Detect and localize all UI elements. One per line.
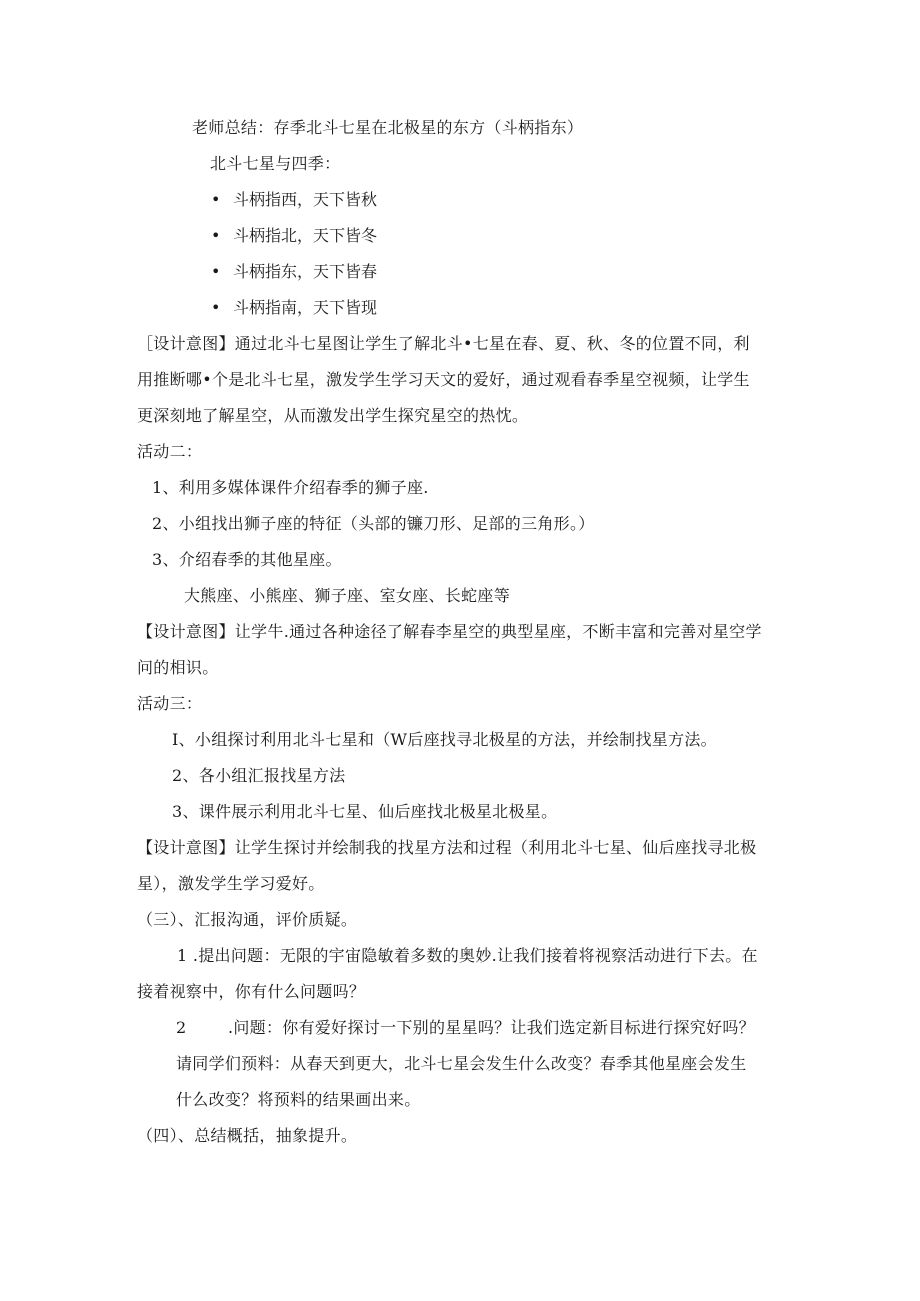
list-item-text: 斗柄指西，天下皆秋 (233, 190, 378, 209)
list-item (211, 262, 377, 282)
section4-title: （四）、总结概括，抽象提升。 (137, 1126, 358, 1145)
bullet-icon: • (211, 298, 221, 317)
design-intent-3-line2: 星），激发学生学习爱好。 (137, 874, 325, 893)
bullet-icon: • (211, 262, 221, 281)
question-2-number: 2 (176, 1018, 187, 1037)
activity2-item-2: 2、小组找出狮子座的特征（头部的镰刀形、足部的三角形。） (152, 514, 595, 533)
activity3-item-1: I、小组探讨利用北斗七星和（W后座找寻北极星的方法，并绘制找星方法。 (172, 730, 717, 749)
list-item (211, 298, 377, 318)
seasons-heading: 北斗七星与四季： (210, 154, 341, 173)
bullet-icon: • (211, 226, 221, 245)
constellation-list: 大熊座、小熊座、狮子座、室女座、长蛇座等 (184, 586, 511, 605)
list-item (211, 190, 377, 210)
design-intent-1-line1: ［设计意图】通过北斗七星图让学生了解北斗•七星在春、夏、秋、冬的位置不同，利 (137, 334, 750, 353)
question-2-line2: 请同学们预料：从春天到更大，北斗七星会发生什么改变？春季其他星座会发生 (176, 1054, 747, 1073)
question-1-line2: 接着视察中，你有什么问题吗？ (137, 982, 366, 1001)
question-1-line1: 1 .提出问题：无限的宇宙隐敏着多数的奥妙.让我们接着将视察活动进行下去。在 (177, 946, 758, 965)
activity2-item-1: 1、利用多媒体课件介绍春季的狮子座. (152, 478, 429, 497)
design-intent-2-line1: 【设计意图】让学牛.通过各种途径了解春李星空的典型星座，不断丰富和完善对星空学 (137, 622, 762, 641)
list-item-text: 斗柄指南，天下皆现 (233, 298, 378, 317)
activity3-item-2: 2、各小组汇报找星方法 (172, 766, 346, 785)
section3-title: （三）、汇报沟通，评价质疑。 (137, 910, 358, 929)
activity3-item-3: 3、课件展示利用北斗七星、仙后座找北极星北极星。 (172, 802, 558, 821)
teacher-summary: 老师总结：存季北斗七星在北极星的东方（斗柄指东） (192, 118, 584, 137)
design-intent-1-line2: 用推断哪•个是北斗七星，激发学生学习天文的爱好，通过观看春季星空视频，让学生 (137, 370, 750, 389)
list-item (211, 226, 377, 246)
list-item-text: 斗柄指北，天下皆冬 (233, 226, 378, 245)
list-item-text: 斗柄指东，天下皆春 (233, 262, 378, 281)
design-intent-1-line3: 更深刻地了解星空，从而激发出学生探究星空的热忱。 (137, 406, 529, 425)
question-2-line3: 什么改变？将预料的结果画出来。 (176, 1090, 421, 1109)
design-intent-2-line2: 问的相识。 (137, 658, 219, 677)
activity2-item-3: 3、介绍春季的其他星座。 (152, 550, 342, 569)
activity2-title: 活动二： (137, 442, 203, 461)
bullet-icon: • (211, 190, 221, 209)
question-2-line1: .问题：你有爱好探讨一下别的星星吗？让我们选定新目标进行探究好吗？ (228, 1018, 755, 1037)
activity3-title: 活动三： (137, 694, 203, 713)
design-intent-3-line1: 【设计意图】让学生探讨并绘制我的找星方法和过程（利用北斗七星、仙后座找寻北极 (137, 838, 757, 857)
